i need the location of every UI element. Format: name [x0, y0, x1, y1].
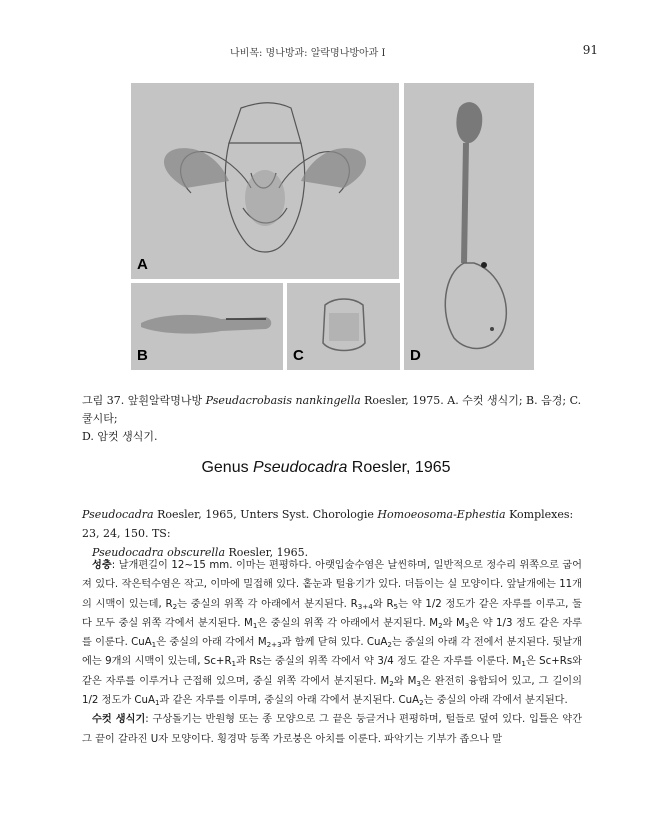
citation-type-species: Pseudocadra obscurella [92, 546, 225, 559]
adult-text: 은 중실의 아래 각에서 M [156, 637, 267, 649]
panel-label-a: A [137, 256, 148, 273]
adult-text: 과 같은 자루를 이루며, 중실의 아래 각에서 분지된다. CuA [159, 695, 420, 707]
adult-text: 와 M [393, 675, 417, 687]
subscript: 1 [231, 659, 237, 669]
subscript: 3 [464, 620, 470, 630]
male-text: : 구상돌기는 반원형 또는 종 모양으로 그 끝은 둥글거나 편평하며, 털들로 덮여 있다. 입틀은 약간 그 끝이 갈라진 U자 모양이다. 횡경막 등쪽 가로붕은 아치를 이룬다. 파악기는 기부가 좁으나 말 [82, 714, 582, 745]
adult-text: 는 중실의 위쪽 각 아래에서 분지된다. R [177, 598, 358, 610]
subscript: 2 [438, 620, 443, 630]
subscript: 2 [172, 601, 178, 611]
subscript: 1 [154, 698, 160, 708]
adult-paragraph [82, 556, 582, 710]
citation [82, 505, 582, 562]
running-head-title: 나비목: 명나방과: 알락명나방아과 I [230, 48, 386, 59]
adult-text: 은 약 1/3 정도 같은 자루를 이룬다. CuA [82, 617, 583, 649]
subscript: 2 [387, 640, 392, 650]
citation-text-1: Roesler, 1965, Unters Syst. Chorologie [153, 508, 378, 521]
running-head [0, 44, 652, 60]
figure-caption [82, 392, 582, 446]
aedeagus-drawing [131, 283, 283, 370]
citation-work: Homoeosoma-Ephestia [377, 508, 506, 521]
male-heading: 수컷 생식기 [92, 714, 146, 726]
subscript: 2+3 [266, 640, 282, 650]
adult-text: 는 중실의 아래 각 전에서 분지된다. 뒷날개에는 9개의 시맥이 있는데, Sc+R [82, 637, 583, 668]
male-genitalia-drawing [131, 83, 399, 279]
citation-text-3: Roesler, 1965. [225, 546, 309, 559]
subscript: 1 [151, 640, 157, 650]
subscript: 1 [521, 659, 526, 669]
panel-label-c: C [293, 347, 304, 364]
caption-species: Pseudacrobasis nankingella [205, 394, 361, 407]
adult-text: 과 Rs는 중실의 위쪽 각에서 약 3/4 정도 같은 자루를 이룬다. M [236, 656, 522, 668]
subscript: 3 [416, 678, 421, 688]
adult-text: 과 함께 닫혀 있다. CuA [281, 637, 388, 649]
citation-text-2: Komplexes: 23, 24, 150. TS: [82, 508, 574, 540]
description-body [82, 556, 582, 749]
panel-label-d: D [410, 347, 421, 364]
genus-heading [0, 459, 652, 477]
citation-genus: Pseudocadra [82, 508, 154, 521]
caption-rest: Roesler, 1975. A. 수컷 생식기; B. 음경; C. 쿨시타; [82, 394, 582, 425]
adult-text: 는 약 1/2 정도가 같은 자루를 이루고, 둘 다 모두 중실 위쪽 각에서 분지된다. M [82, 598, 582, 629]
genus-name: Pseudocadra [253, 459, 348, 476]
caption-line2: D. 암컷 생식기. [82, 430, 158, 443]
adult-text: 은 완전히 융합되어 있고, 그 길이의 1/2 정도가 CuA [82, 675, 582, 707]
figure-panel-b [131, 283, 283, 370]
page-number: 91 [582, 43, 598, 57]
figure-panel-d [404, 83, 534, 370]
subscript: 1 [252, 620, 258, 630]
citation-line-1 [82, 505, 582, 543]
subscript: 5 [393, 601, 399, 611]
adult-heading: 성충 [92, 560, 112, 571]
genus-suffix: Roesler, 1965 [347, 459, 451, 476]
male-paragraph [82, 710, 582, 749]
panel-label-b: B [137, 347, 148, 364]
adult-text: 는 중실의 아래 각에서 분지된다. [423, 695, 568, 707]
adult-text: 은 Sc+Rs와 같은 자루를 이루거나 근접해 있으며, 중실 위쪽 각에서 분지된다. M [82, 656, 582, 687]
adult-text: 은 중실의 위쪽 각 아래에서 분지된다. M [257, 617, 439, 629]
subscript: 2 [419, 698, 424, 708]
female-genitalia-drawing [404, 83, 534, 370]
adult-text: 와 M [442, 617, 465, 629]
figure-panel-a [131, 83, 399, 279]
subscript: 2 [389, 678, 394, 688]
subscript: 3+4 [357, 601, 373, 611]
caption-lead: 그림 37. 앞흰알락명나방 [82, 394, 206, 407]
adult-text: 와 R [372, 598, 394, 610]
genus-prefix: Genus [201, 459, 254, 476]
adult-text: : 날개편길이 12~15 mm. 이마는 편평하다. 아랫입술수염은 날씬하며, 일반적으로 정수리 위쪽으로 굽어져 있다. 작은턱수염은 작고, 이마에 밀접해 있다. 홑눈과 털융기가 있다. 더듬이는 실 모양이다. 앞날개에는 11개의 시맥이 있는데, R [82, 560, 582, 610]
figure-panel-c [287, 283, 400, 370]
